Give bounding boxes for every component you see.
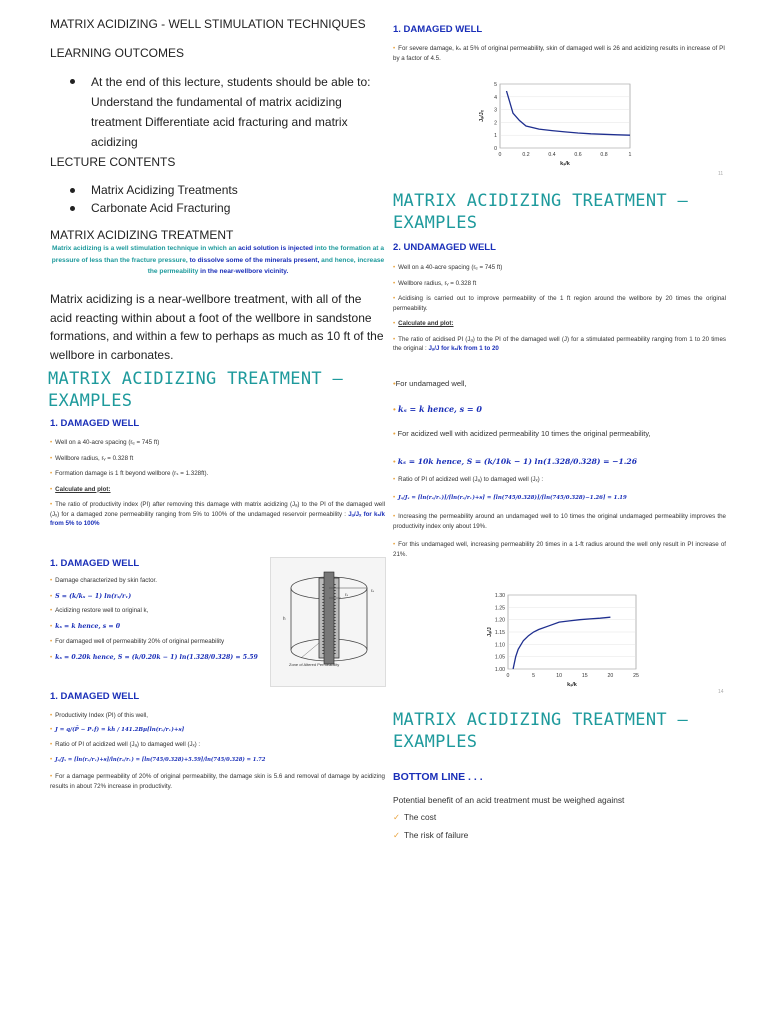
x-tick-label: 25	[633, 673, 639, 679]
slide-title: MATRIX ACIDIZING TREATMENT – EXAMPLES	[393, 191, 688, 233]
bottom-line-item: ✓ The risk of failure	[393, 830, 469, 840]
slide-e-equation: • kₛ = 10k hence, S = (k/10k − 1) ln(1.328/0.328) = −1.26	[393, 457, 637, 466]
y-tick-label: 1.15	[494, 630, 505, 636]
x-tick-label: 1	[628, 152, 632, 158]
wellbore-diagram	[270, 557, 386, 687]
check-icon: ✓	[393, 830, 401, 840]
y-tick-label: 4	[494, 94, 497, 101]
lecture-contents-item: Carbonate Acid Fracturing	[70, 201, 230, 215]
x-tick-label: 0.4	[548, 152, 556, 158]
slide-subheading: 1. DAMAGED WELL	[50, 558, 140, 569]
x-tick-label: 0	[498, 152, 502, 158]
y-tick-label: 1	[494, 133, 497, 140]
x-tick-label: 0.6	[574, 152, 582, 158]
skin-equation: S = (k/kₛ − 1) ln(rₛ/rᵥ)	[55, 592, 132, 600]
bottom-line-text: Potential benefit of an acid treatment must be weighed against	[393, 795, 625, 805]
diagram-label: Zone of Altered Permeability	[289, 662, 340, 667]
slide-e-bullet: • For acidized well with acidized permeability 10 times the original permeability,	[393, 429, 651, 438]
x-tick-label: 10	[556, 673, 563, 679]
treatment-heading: MATRIX ACIDIZING TREATMENT	[50, 228, 234, 242]
y-tick-label: 1.10	[494, 642, 505, 649]
slide-c-bullets: • Productivity Index (PI) of this well, • J = q/(P̄ − Pᵥf) = kh / 141.2Bμ[ln(rₑ/rᵥ)+s] • Ratio of PI of acidized well (Jₐ) to damaged well (Jₓ) : • Jₐ/Jₓ = [ln(rₑ/rᵥ)+s]/ln(rₑ/rᵥ) = [ln(745/0.328)+5.59]/ln(745/0.328) = 1.72 • For a damage permeability of 20% of original permeability, the damage skin is 5.6 and removal of damage by acidizing results in about 72% increase in productivity.	[50, 712, 385, 790]
treatment-paragraph: Matrix acidizing is a near-wellbore treatment, with all of the acid reacting within about a foot of the wellbore in sandstone formations, and within a few to perhaps as much as 10 ft of the wellbore in carbonates.	[50, 292, 384, 362]
slide-subheading: 1. DAMAGED WELL	[50, 691, 140, 702]
document-title: MATRIX ACIDIZING - WELL STIMULATION TECHNIQUES	[50, 17, 366, 31]
slide-e-equation: • kₛ = k hence, s = 0	[393, 404, 482, 414]
chart1-svg	[478, 78, 638, 174]
slide-e-bullet: •For undamaged well,	[393, 379, 467, 388]
y-tick-label: 1.25	[494, 605, 505, 612]
slide-title: MATRIX ACIDIZING TREATMENT – EXAMPLES	[393, 710, 688, 752]
chart-permeability-damaged	[478, 78, 638, 174]
chart2-svg	[476, 591, 646, 695]
slide-d-bullet: • For severe damage, kₛ at 5% of original permeability, skin of damaged well is 26 and acidizing results in increase of PI by a factor of 4.5.	[393, 45, 725, 62]
x-tick-label: 0.2	[522, 152, 530, 158]
x-tick-label: 0	[506, 673, 510, 679]
slide-a-bullets: • Well on a 40-acre spacing (rₑ = 745 ft) • Wellbore radius, rᵥ = 0.328 ft • Formation damage is 1 ft beyond wellbore (rₛ = 1.328ft). • Calculate and plot: • The ratio of productivity index (PI) after removing this damage with matrix acidizing (Jₐ) to the PI of the damaged well (Jₓ) for a damaged zone permeability ranging from 5% to 100% of the undamaged reservoir permeability : Jₐ/Jₓ for kₛ/k from 5% to 100%	[50, 439, 385, 527]
svg-text:re: re	[371, 588, 375, 593]
bottom-line-item: ✓ The cost	[393, 812, 437, 822]
svg-text:rs: rs	[345, 592, 348, 597]
y-tick-label: 5	[494, 82, 497, 88]
chart-permeability-undamaged	[476, 591, 646, 695]
slide-title: MATRIX ACIDIZING TREATMENT – EXAMPLES	[48, 369, 343, 411]
slide-number: 11	[718, 171, 724, 177]
learning-outcomes-text: At the end of this lecture, students should be able to: Understand the fundamental of matrix acidizing treatment Differentiate acid fracturing and matrix acidizing	[91, 75, 371, 149]
series-line	[507, 91, 631, 135]
y-tick-label: 1.00	[494, 667, 505, 673]
learning-outcomes-heading: LEARNING OUTCOMES	[50, 46, 185, 60]
slide-subheading: 2. UNDAMAGED WELL	[393, 242, 496, 253]
x-tick-label: 15	[581, 673, 588, 679]
y-tick-label: 1.05	[494, 654, 505, 661]
x-tick-label: 0.8	[600, 152, 608, 158]
slide-b-bullets: • Damage characterized by skin factor. • S = (k/kₛ − 1) ln(rₛ/rᵥ) • Acidizing restore well to original k, • kₛ = k hence, s = 0 • For damaged well of permeability 20% of original permeability • kₛ = 0.20k hence, S = (k/0.20k − 1) ln(1.328/0.328) = 5.59	[50, 577, 258, 661]
check-icon: ✓	[393, 812, 401, 822]
wellbore-figure	[271, 558, 385, 686]
slide-subheading: BOTTOM LINE . . .	[393, 771, 483, 783]
y-tick-label: 0	[494, 146, 497, 152]
y-tick-label: 1.20	[494, 617, 505, 624]
bullet-icon	[70, 206, 75, 211]
y-tick-label: 3	[494, 107, 497, 114]
series-line	[513, 617, 610, 669]
x-tick-label: 20	[607, 673, 614, 679]
lecture-contents-item: Matrix Acidizing Treatments	[70, 183, 238, 197]
x-axis-label: kₛ/k	[560, 161, 570, 167]
y-axis-label: Jₐ/J	[487, 627, 493, 637]
slide-number: 14	[718, 689, 724, 695]
treatment-definition: Matrix acidizing is a well stimulation technique in which an acid solution is injected into the formation at a pressure of less than the fracture pressure, to dissolve some of the minerals present, and hence, increase the permeability in the near-wellbore vicinity.	[51, 245, 385, 275]
lecture-contents-heading: LECTURE CONTENTS	[50, 155, 176, 169]
svg-text:h: h	[283, 616, 286, 621]
learning-outcomes-item	[70, 72, 380, 152]
bullet-icon	[70, 79, 75, 84]
y-tick-label: 2	[494, 120, 497, 127]
plot-area	[500, 84, 630, 148]
x-tick-label: 5	[532, 673, 536, 679]
slide-e-bullets: • Well on a 40-acre spacing (rₑ = 745 ft) • Wellbore radius, rᵥ = 0.328 ft • Acidising is carried out to improve permeability of the 1 ft region around the wellbore by 20 times the original permeability. • Calculate and plot: • The ratio of acidised PI (Jₐ) to the PI of the damaged well (J) for a stimulated permeability ranging from 1 to 20 times the original : Jₐ/J for kₛ/k from 1 to 20	[393, 264, 726, 352]
slide-e-bullets-2: • Ratio of PI of acidized well (Jₐ) to damaged well (Jₓ) : • Jₐ/Jₓ = [ln(rₑ/rᵥ)]/[ln(rₑ/rᵥ)+s] = [ln(745/0.328)]/[ln(745/0.328)−1.26] = 1.19 • Increasing the permeability around an undamaged well to 10 times the original undamaged permeability improves the productivity index only about 19%. • For this undamaged well, increasing permeability 20 times in a 1-ft radius around the well only result in PI increase of 21%.	[393, 476, 726, 558]
slide-subheading: 1. DAMAGED WELL	[393, 24, 483, 35]
slide-subheading: 1. DAMAGED WELL	[50, 418, 140, 429]
y-tick-label: 1.30	[494, 593, 505, 599]
bullet-icon	[70, 188, 75, 193]
y-axis-label: Jₐ/Jₓ	[479, 110, 485, 122]
x-axis-label: kₛ/k	[567, 682, 577, 688]
